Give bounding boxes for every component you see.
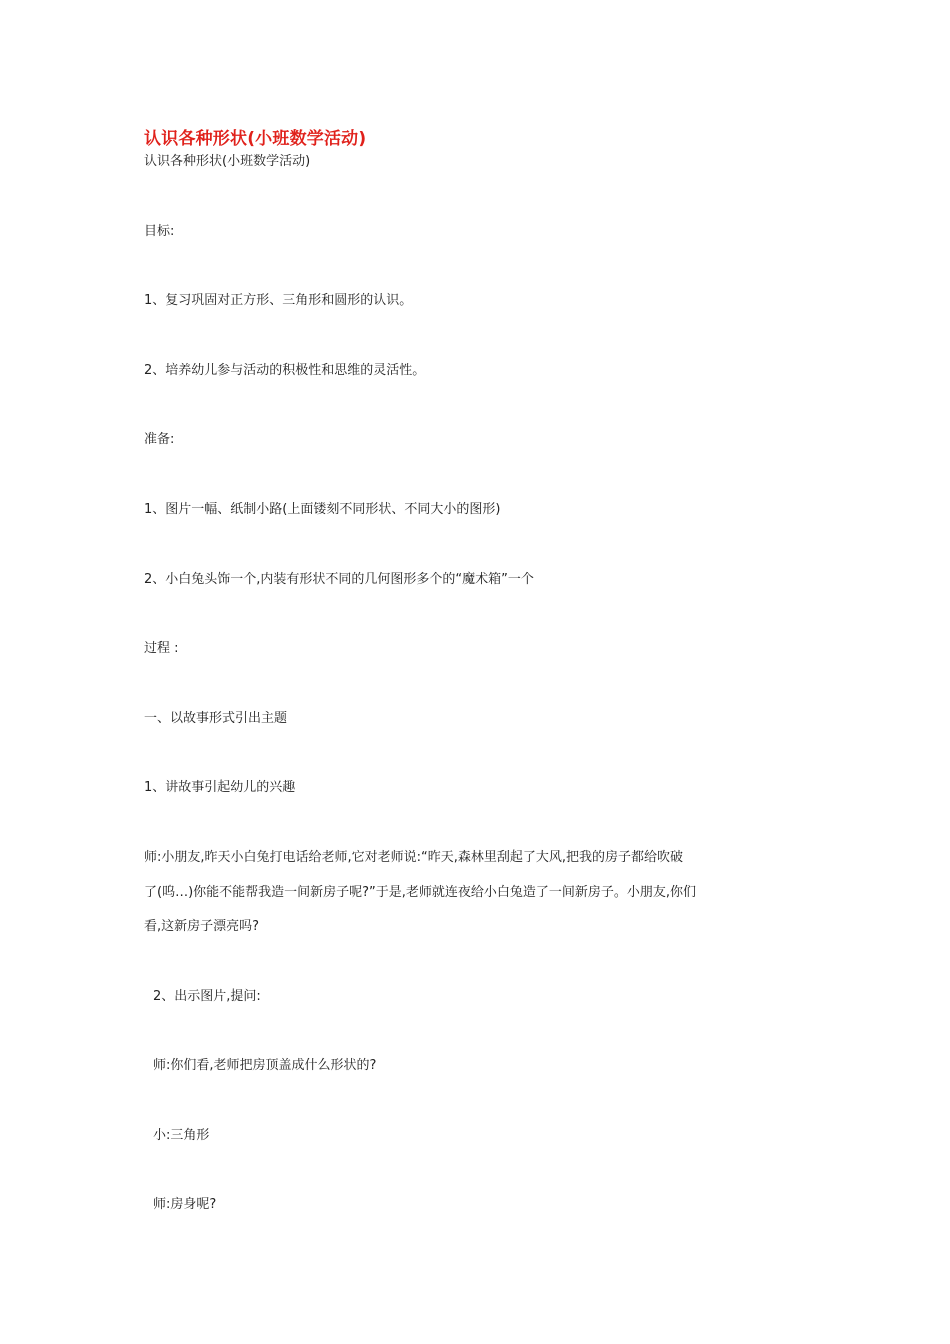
dialog-line-1: 师:你们看,老师把房顶盖成什么形状的? bbox=[153, 1058, 377, 1073]
step-2: 2、出示图片,提问: bbox=[153, 989, 261, 1004]
document-title: 认识各种形状(小班数学活动) bbox=[144, 129, 367, 149]
story-line-3: 看,这新房子漂亮吗? bbox=[144, 919, 260, 934]
dialog-line-2: 小:三角形 bbox=[153, 1128, 210, 1143]
goal-item-1: 1、复习巩固对正方形、三角形和圆形的认识。 bbox=[144, 293, 413, 308]
section-heading-1: 一、以故事形式引出主题 bbox=[144, 711, 288, 726]
prep-heading: 准备: bbox=[144, 432, 175, 447]
prep-item-1: 1、图片一幅、纸制小路(上面镂刻不同形状、不同大小的图形) bbox=[144, 502, 501, 517]
document-subtitle: 认识各种形状(小班数学活动) bbox=[144, 154, 311, 169]
prep-item-2: 2、小白兔头饰一个,内装有形状不同的几何图形多个的“魔术箱”一个 bbox=[144, 572, 534, 587]
step-1: 1、讲故事引起幼儿的兴趣 bbox=[144, 780, 296, 795]
goal-heading: 目标: bbox=[144, 224, 175, 239]
goal-item-2: 2、培养幼儿参与活动的积极性和思维的灵活性。 bbox=[144, 363, 426, 378]
process-heading: 过程 : bbox=[144, 641, 179, 656]
story-line-2: 了(呜…)你能不能帮我造一间新房子呢?”于是,老师就连夜给小白兔造了一间新房子。小朋友,你们 bbox=[144, 885, 697, 900]
story-line-1: 师:小朋友,昨天小白兔打电话给老师,它对老师说:“昨天,森林里刮起了大风,把我的房子都给吹破 bbox=[144, 850, 684, 865]
dialog-line-3: 师:房身呢? bbox=[153, 1197, 217, 1212]
